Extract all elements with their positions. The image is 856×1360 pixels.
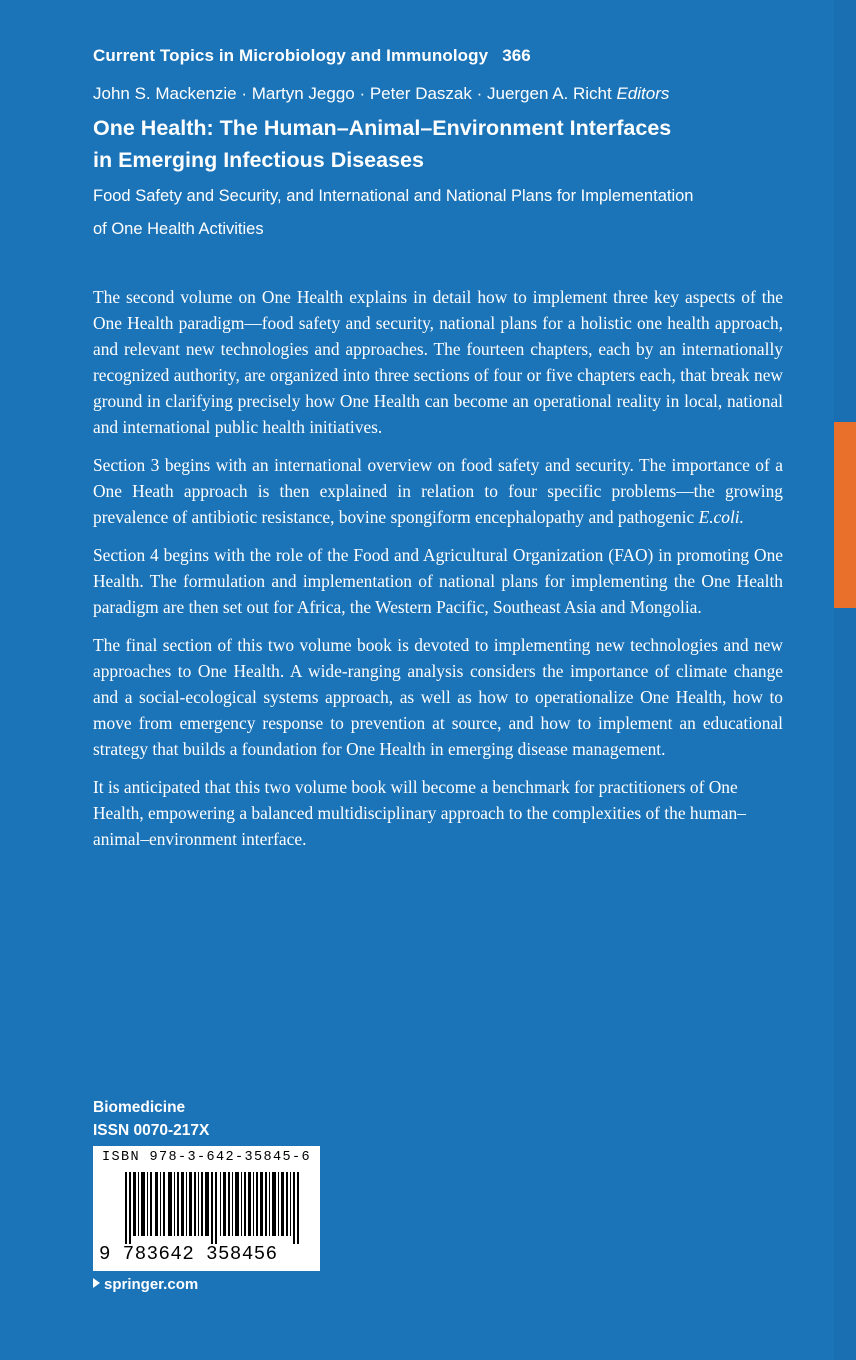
title-line-2: in Emerging Infectious Diseases bbox=[93, 148, 424, 172]
series-title: Current Topics in Microbiology and Immunology bbox=[93, 46, 489, 65]
blurb-paragraph-5: It is anticipated that this two volume book will become a benchmark for practitioners of One Health, empowering a balanced multidisciplinary approach to the complexities of the human–animal–environment interface. bbox=[93, 777, 746, 849]
blurb-paragraph-2-text: Section 3 begins with an international overview on food safety and security. The importance of a One Heath approach is then explained in relation to four specific problems—the growing prevalence of antibiotic resistance, bovine spongiform encephalopathy and pathogenic bbox=[93, 455, 783, 527]
blurb-paragraph-1: The second volume on One Health explains in detail how to implement three key aspects of the One Health paradigm—food safety and security, national plans for a holistic one health approach, and relevant new technologies and approaches. The fourteen chapters, each by an internationally recognized authority, are organized into three sections of four or five chapters each, that break new ground in clarifying precisely how One Health can become an operational reality in local, national and international public health initiatives. bbox=[93, 287, 783, 437]
book-subtitle bbox=[93, 180, 813, 246]
blurb-paragraph-2 bbox=[93, 452, 783, 530]
editors-line bbox=[93, 84, 669, 104]
blurb-paragraph-4: The final section of this two volume book is devoted to implementing new technologies and new approaches to One Health. A wide-ranging analysis considers the importance of climate change and a social-ecological systems approach, as well as how to operationalize One Health, how to move from emergency response to prevention at source, and how to implement an educational strategy that builds a foundation for One Health in emerging disease management. bbox=[93, 635, 783, 759]
subject-block bbox=[93, 1096, 209, 1142]
blurb bbox=[93, 284, 783, 864]
isbn-label: ISBN 978-3-642-35845-6 bbox=[101, 1150, 312, 1165]
title-line-1: One Health: The Human–Animal–Environment Interfaces bbox=[93, 116, 672, 140]
subject-label: Biomedicine bbox=[93, 1099, 186, 1116]
issn-label: ISSN 0070-217X bbox=[93, 1122, 210, 1139]
arrow-icon bbox=[93, 1278, 100, 1288]
blurb-paragraph-2-italic: E.coli. bbox=[698, 507, 744, 527]
volume-number: 366 bbox=[502, 46, 531, 65]
barcode bbox=[93, 1146, 320, 1271]
editor-names: John S. Mackenzie · Martyn Jeggo · Peter Daszak · Juergen A. Richt bbox=[93, 84, 612, 103]
subtitle-line-2: of One Health Activities bbox=[93, 220, 264, 238]
series-line bbox=[93, 46, 531, 66]
publisher-link[interactable] bbox=[93, 1276, 198, 1293]
barcode-bars bbox=[125, 1172, 305, 1244]
accent-tab bbox=[834, 422, 856, 608]
subtitle-line-1: Food Safety and Security, and International and National Plans for Implementation bbox=[93, 187, 694, 205]
barcode-digits: 9 783642 358456 bbox=[99, 1243, 278, 1265]
website-label[interactable]: springer.com bbox=[104, 1276, 199, 1293]
book-title bbox=[93, 112, 813, 176]
spine-edge bbox=[834, 0, 856, 1360]
editors-role: Editors bbox=[616, 84, 670, 103]
blurb-paragraph-3: Section 4 begins with the role of the Food and Agricultural Organization (FAO) in promoting One Health. The formulation and implementation of national plans for implementing the One Health paradigm are then set out for Africa, the Western Pacific, Southeast Asia and Mongolia. bbox=[93, 545, 783, 617]
